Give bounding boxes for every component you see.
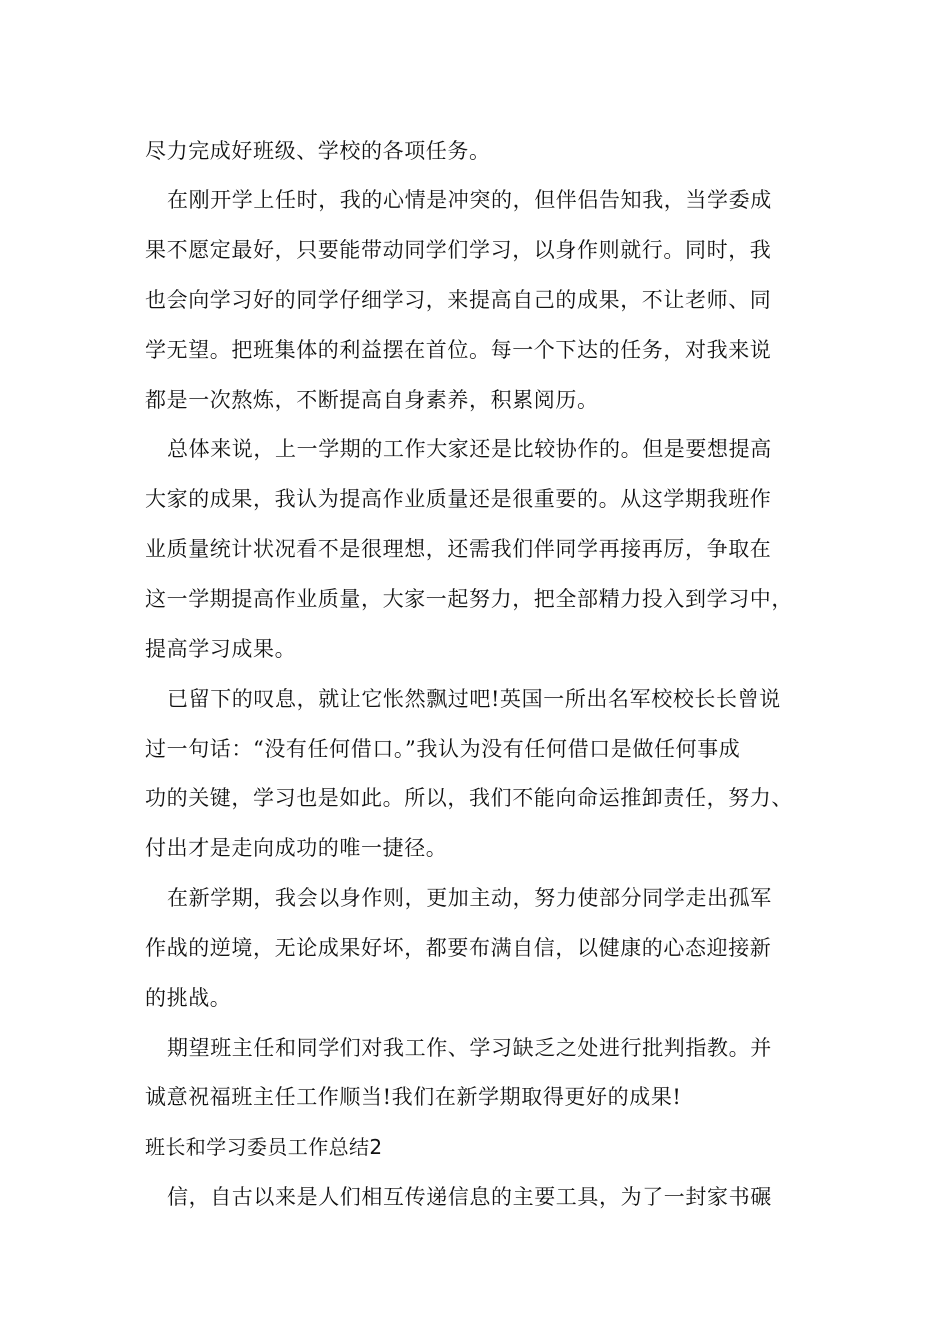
- text-line: 提高学习成果。: [145, 637, 297, 661]
- paragraph-first-line: 信，自古以来是人们相互传递信息的主要工具，为了一封家书碾: [167, 1185, 772, 1209]
- paragraph-first-line: 期望班主任和同学们对我工作、学习缺乏之处进行批判指教。并: [167, 1036, 772, 1060]
- text-line: 业质量统计状况看不是很理想，还需我们伴同学再接再厉，争取在: [145, 537, 772, 561]
- text-line: 功的关键，学习也是如此。所以，我们不能向命运推卸责任，努力、: [145, 786, 793, 810]
- text-line: 都是一次熬炼，不断提高自身素养，积累阅历。: [145, 388, 599, 412]
- paragraph-first-line: 总体来说，上一学期的工作大家还是比较协作的。但是要想提高: [167, 437, 772, 461]
- paragraph-first-line: 在新学期，我会以身作则，更加主动，努力使部分同学走出孤军: [167, 886, 772, 910]
- paragraph-first-line: 已留下的叹息，就让它怅然飘过吧!英国一所出名军校校长长曾说: [167, 687, 781, 711]
- text-line: 尽力完成好班级、学校的各项任务。: [145, 139, 491, 163]
- text-line: 诚意祝福班主任工作顺当!我们在新学期取得更好的成果!: [145, 1085, 682, 1109]
- text-line: 作战的逆境，无论成果好坏，都要布满自信，以健康的心态迎接新: [145, 936, 772, 960]
- text-line: 这一学期提高作业质量，大家一起努力，把全部精力投入到学习中，: [145, 587, 793, 611]
- text-line: 付出才是走向成功的唯一捷径。: [145, 836, 448, 860]
- text-line: 学无望。把班集体的利益摆在首位。每一个下达的任务，对我来说: [145, 338, 772, 362]
- section-heading: 班长和学习委员工作总结2: [145, 1135, 383, 1159]
- paragraph-first-line: 在刚开学上任时，我的心情是冲突的，但伴侣告知我，当学委成: [167, 188, 772, 212]
- text-line: 果不愿定最好，只要能带动同学们学习，以身作则就行。同时，我: [145, 238, 772, 262]
- text-line: 过一句话：“没有任何借口。”我认为没有任何借口是做任何事成: [145, 737, 741, 761]
- text-line: 大家的成果，我认为提高作业质量还是很重要的。从这学期我班作: [145, 487, 772, 511]
- text-line: 的挑战。: [145, 986, 232, 1010]
- text-line: 也会向学习好的同学仔细学习，来提高自己的成果，不让老师、同: [145, 288, 772, 312]
